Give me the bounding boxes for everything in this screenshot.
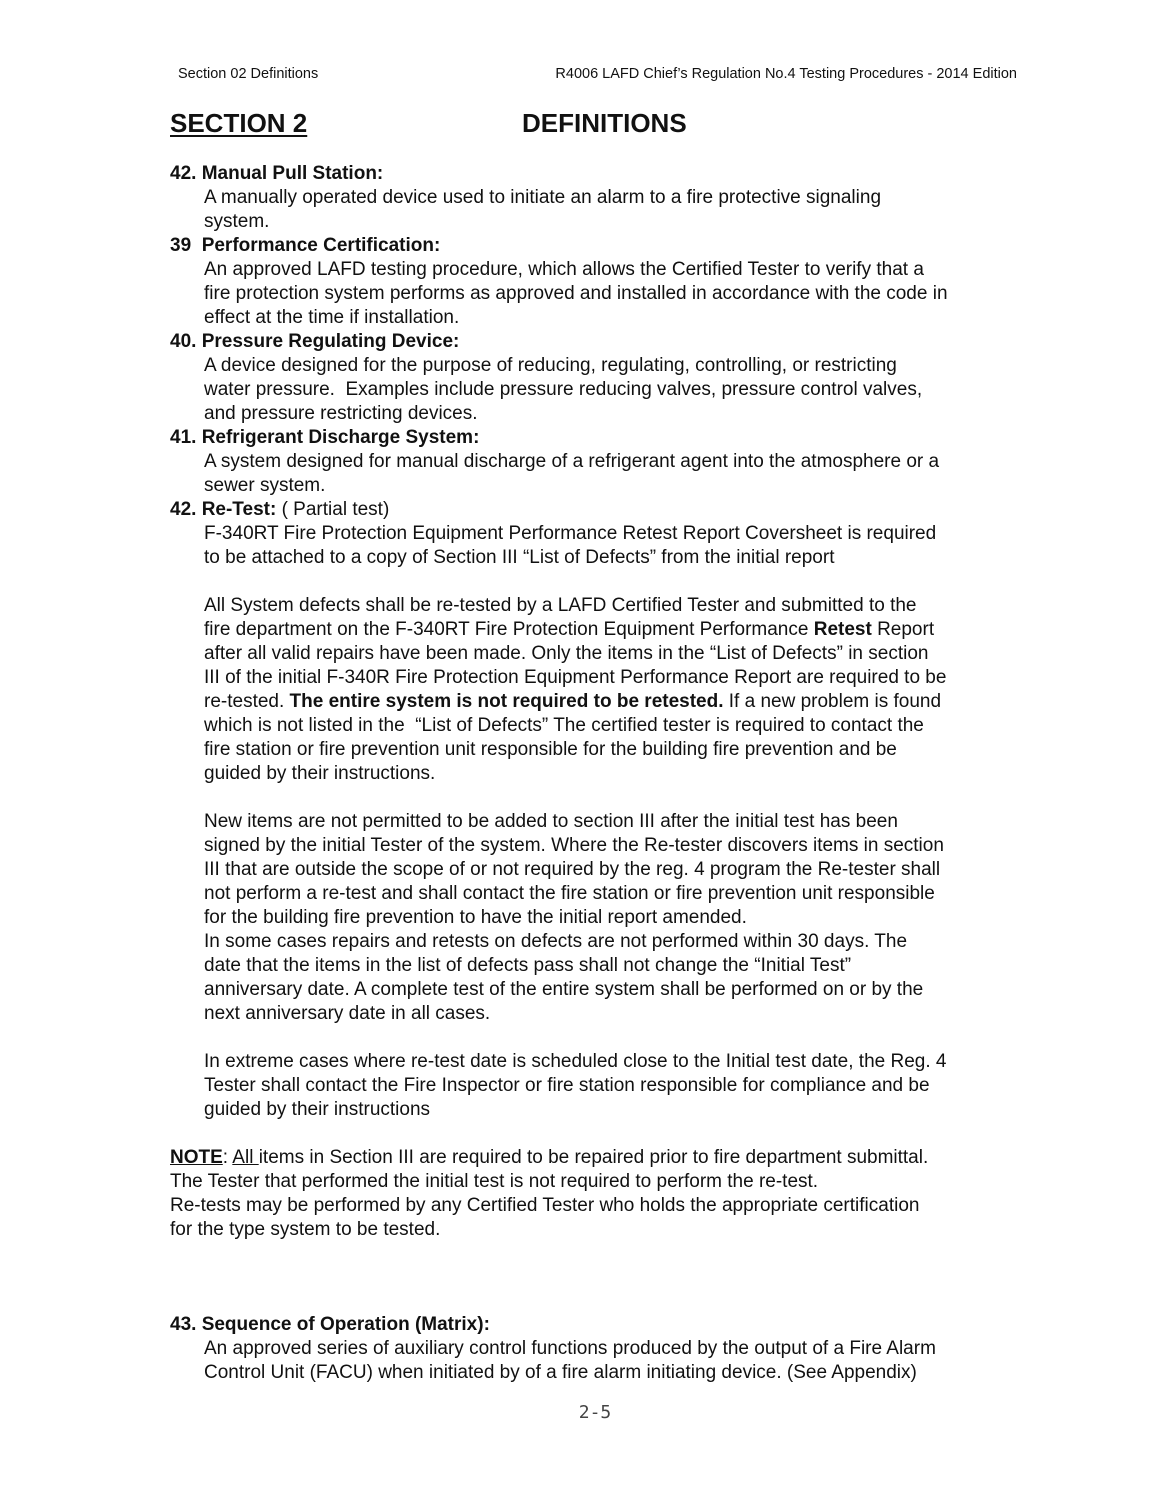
retest-text: In extreme cases where re-test date is scheduled close to the Initial test date, the Reg. 4 xyxy=(204,1051,947,1072)
retest-text: III that are outside the scope of or not required by the reg. 4 program the Re-tester shall xyxy=(204,859,941,880)
note-text: The Tester that performed the initial test is not required to perform the re-test. xyxy=(170,1171,819,1192)
definition-text: fire protection system performs as approved and installed in accordance with the code in xyxy=(204,283,948,304)
definition-text: system. xyxy=(204,211,270,232)
retest-text: guided by their instructions. xyxy=(204,763,436,784)
definition-heading: 41. Refrigerant Discharge System: xyxy=(170,427,480,448)
running-header-left: Section 02 Definitions xyxy=(178,66,319,82)
page-number: 2-5 xyxy=(578,1402,612,1423)
text-run: fire department on the F-340RT Fire Protection Equipment Performance xyxy=(204,619,814,640)
definition-text: A device designed for the purpose of reducing, regulating, controlling, or restricting xyxy=(204,355,897,376)
text-run: : xyxy=(222,1147,233,1168)
retest-text: New items are not permitted to be added to section III after the initial test has been xyxy=(204,811,898,832)
definition-heading: 42. Re-Test: xyxy=(170,499,277,520)
retest-text: Tester shall contact the Fire Inspector or fire station responsible for compliance and be xyxy=(204,1075,930,1096)
retest-text: which is not listed in the “List of Defects” The certified tester is required to contact the xyxy=(204,715,924,736)
text-run: Report xyxy=(871,619,935,640)
retest-text: anniversary date. A complete test of the entire system shall be performed on or by the xyxy=(204,979,924,1000)
definition-text: Control Unit (FACU) when initiated by of a fire alarm initiating device. (See Appendix) xyxy=(204,1362,917,1383)
retest-text: for the building fire prevention to have the initial report amended. xyxy=(204,907,747,928)
definition-text: An approved LAFD testing procedure, which allows the Certified Tester to verify that a xyxy=(204,259,924,280)
retest-text: not perform a re-test and shall contact the fire station or fire prevention unit responsible xyxy=(204,883,935,904)
heading-suffix: ( Partial test) xyxy=(276,499,390,520)
retest-text: to be attached to a copy of Section III “List of Defects” from the initial report xyxy=(204,547,835,568)
text-run: If a new problem is found xyxy=(723,691,942,712)
underlined-text-run: All xyxy=(232,1147,259,1168)
retest-text: fire station or fire prevention unit responsible for the building fire prevention and be xyxy=(204,739,897,760)
definition-text: sewer system. xyxy=(204,475,326,496)
definition-heading: 42. Manual Pull Station: xyxy=(170,163,384,184)
retest-text: In some cases repairs and retests on defects are not performed within 30 days. The xyxy=(204,931,908,952)
bold-text-run: The entire system is not required to be retested. xyxy=(289,691,724,712)
definition-heading: 39 Performance Certification: xyxy=(170,235,441,256)
definition-text: A manually operated device used to initiate an alarm to a fire protective signaling xyxy=(204,187,882,208)
definition-heading: 40. Pressure Regulating Device: xyxy=(170,331,460,352)
definition-text: A system designed for manual discharge of a refrigerant agent into the atmosphere or a xyxy=(204,451,940,472)
document-body xyxy=(170,162,1040,1385)
note-line xyxy=(170,1146,1040,1170)
definition-text: An approved series of auxiliary control functions produced by the output of a Fire Alarm xyxy=(204,1338,936,1359)
retest-text xyxy=(170,690,1040,714)
retest-text: F-340RT Fire Protection Equipment Performance Retest Report Coversheet is required xyxy=(204,523,937,544)
retest-text: next anniversary date in all cases. xyxy=(204,1003,491,1024)
retest-text: guided by their instructions xyxy=(204,1099,431,1120)
text-run: re-tested. xyxy=(204,691,290,712)
definition-text: and pressure restricting devices. xyxy=(204,403,478,424)
retest-text: III of the initial F-340R Fire Protection Equipment Performance Report are required to be xyxy=(204,667,947,688)
running-header-right: R4006 LAFD Chief’s Regulation No.4 Testing Procedures - 2014 Edition xyxy=(555,66,1017,82)
retest-text: signed by the initial Tester of the system. Where the Re-tester discovers items in section xyxy=(204,835,944,856)
bold-text-run: Retest xyxy=(813,619,872,640)
retest-heading-line xyxy=(170,498,1040,522)
note-text: Re-tests may be performed by any Certified Tester who holds the appropriate certification xyxy=(170,1195,920,1216)
note-label: NOTE xyxy=(170,1147,223,1168)
definition-heading: 43. Sequence of Operation (Matrix): xyxy=(170,1314,490,1335)
retest-text: date that the items in the list of defects pass shall not change the “Initial Test” xyxy=(204,955,852,976)
section-title: DEFINITIONS xyxy=(522,108,687,138)
section-number: SECTION 2 xyxy=(170,108,308,138)
retest-text xyxy=(170,618,1040,642)
definition-text: effect at the time if installation. xyxy=(204,307,460,328)
retest-text: All System defects shall be re-tested by a LAFD Certified Tester and submitted to the xyxy=(204,595,917,616)
note-text: for the type system to be tested. xyxy=(170,1219,441,1240)
retest-text: after all valid repairs have been made. Only the items in the “List of Defects” in section xyxy=(204,643,929,664)
definition-text: water pressure. Examples include pressure reducing valves, pressure control valves, xyxy=(204,379,923,400)
text-run: items in Section III are required to be repaired prior to fire department submittal. xyxy=(258,1147,929,1168)
